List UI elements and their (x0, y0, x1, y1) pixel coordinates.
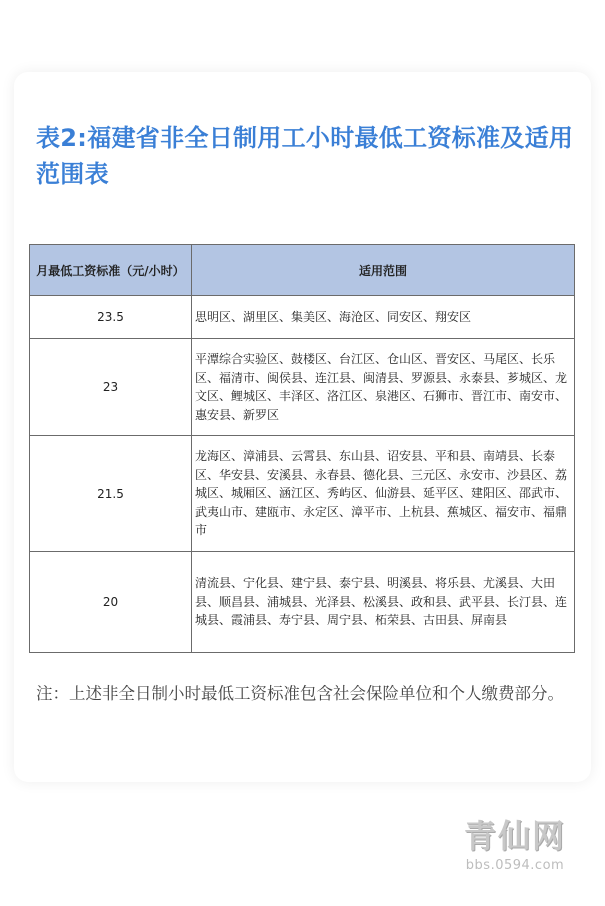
wage-standard-cell: 23.5 (30, 296, 192, 339)
table-row (30, 436, 575, 552)
column-header-standard: 月最低工资标准（元/小时） (30, 245, 192, 296)
table-row (30, 296, 575, 339)
watermark-logo: 青仙网 (463, 817, 566, 855)
table-header-row (30, 245, 575, 296)
wage-standard-cell: 21.5 (30, 436, 192, 552)
scope-cell: 思明区、湖里区、集美区、海沧区、同安区、翔安区 (192, 296, 575, 339)
scope-cell: 龙海区、漳浦县、云霄县、东山县、诏安县、平和县、南靖县、长泰区、华安县、安溪县、永春县、德化县、三元区、永安市、沙县区、荔城区、城厢区、涵江区、秀屿区、仙游县、延平区、建阳区、邵武市、武夷山市、建瓯市、永定区、漳平市、上杭县、蕉城区、福安市、福鼎市 (192, 436, 575, 552)
scope-cell: 清流县、宁化县、建宁县、泰宁县、明溪县、将乐县、尤溪县、大田县、顺昌县、浦城县、光泽县、松溪县、政和县、武平县、长汀县、连城县、霞浦县、寿宁县、周宁县、柘荣县、古田县、屏南县 (192, 552, 575, 653)
watermark-url: bbs.0594.com (465, 858, 565, 873)
table-row (30, 339, 575, 436)
wage-standard-table (29, 244, 575, 653)
wage-standard-cell: 20 (30, 552, 192, 653)
wage-standard-cell: 23 (30, 339, 192, 436)
scope-cell: 平潭综合实验区、鼓楼区、台江区、仓山区、晋安区、马尾区、长乐区、福清市、闽侯县、连江县、闽清县、罗源县、永泰县、芗城区、龙文区、鲤城区、丰泽区、洛江区、泉港区、石狮市、晋江市、南安市、惠安县、新罗区 (192, 339, 575, 436)
page-title: 表2:福建省非全日制用工小时最低工资标准及适用范围表 (36, 124, 574, 188)
column-header-scope: 适用范围 (192, 245, 575, 296)
table-row (30, 552, 575, 653)
watermark (445, 816, 585, 874)
footnote: 注：上述非全日制小时最低工资标准包含社会保险单位和个人缴费部分。 (36, 684, 564, 703)
